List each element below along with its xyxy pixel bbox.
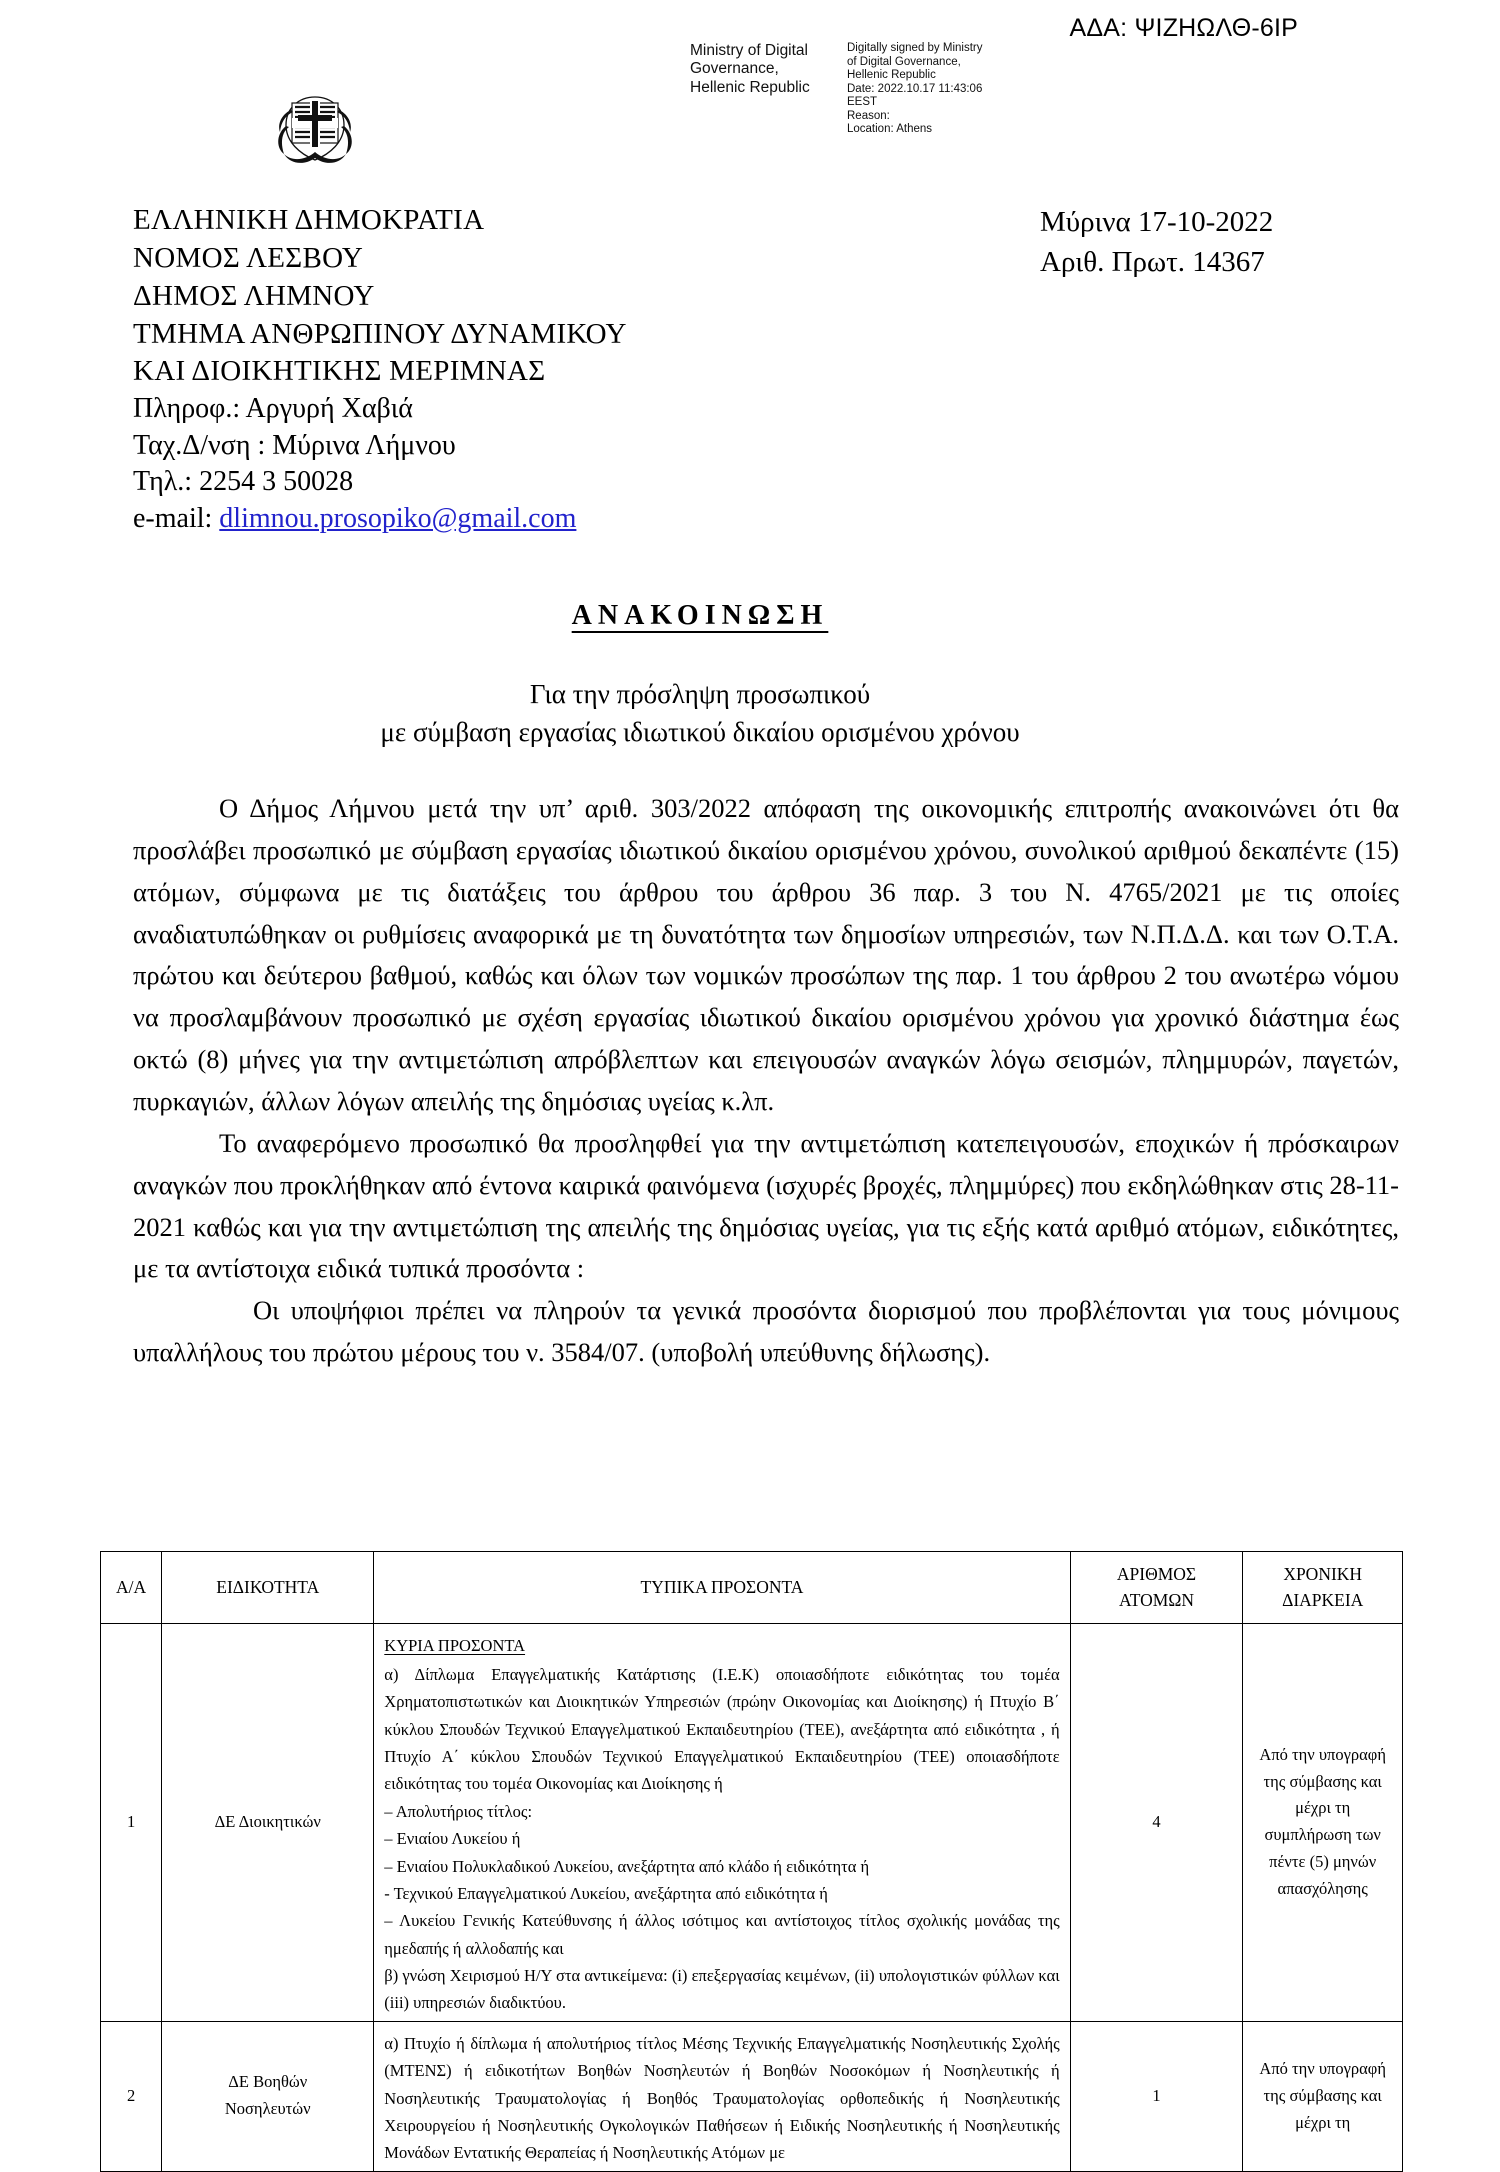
row-2-specialty-line-1: ΔΕ Βοηθών	[228, 2072, 308, 2092]
page-subtitle-line-2: με σύμβαση εργασίας ιδιωτικού δικαίου ορισμένου χρόνου	[380, 717, 1020, 748]
contact-info-address: Ταχ.Δ/νση : Μύρινα Λήμνου	[133, 429, 456, 461]
ada-code: ΑΔΑ: ΨΙΖΗΩΛΘ-6ΙΡ	[1069, 14, 1298, 42]
qualifications-table	[100, 1551, 1403, 2172]
row-1-qual-line-5: – Λυκείου Γενικής Κατεύθυνσης ή άλλος ισότιμος και αντίστοιχος τίτλος σχολικής μονάδας της ημεδαπής ή αλλοδαπής και	[384, 1911, 1060, 1958]
row-1-qual-heading: ΚΥΡΙΑ ΠΡΟΣΟΝΤΑ	[384, 1635, 526, 1655]
signature-detail-line-3: Hellenic Republic	[847, 69, 936, 82]
column-header-duration-line-2: ΔΙΑΡΚΕΙΑ	[1282, 1590, 1364, 1611]
body-paragraph-2: Το αναφερόμενο προσωπικό θα προσληφθεί για την αντιμετώπιση κατεπειγουσών, εποχικών ή πρόσκαιρων αναγκών που προκλήθηκαν από έντονα καιρικά φαινόμενα (ισχυρές βροχές, πλημμύρες) που εκδηλώθηκαν στις 28-11-2021 καθώς και για την αντιμετώπιση της απειλής της δημόσιας υγείας, για τις εξής κατά αριθμό ατόμων, ειδικότητες, με τα αντίστοιχα ειδικά τυπικά προσόντα :	[133, 1127, 1399, 1284]
letterhead-line-municipality: ΔΗΜΟΣ ΛΗΜΝΟΥ	[133, 279, 375, 312]
column-header-qualifications: ΤΥΠΙΚΑ ΠΡΟΣΟΝΤΑ	[374, 1552, 1070, 1624]
letterhead-line-department-2: ΚΑΙ ΔΙΟΙΚΗΤΙΚΗΣ ΜΕΡΙΜΝΑΣ	[133, 355, 546, 388]
signature-details	[847, 42, 1097, 137]
row-2-specialty	[162, 2021, 374, 2171]
email-label: e-mail:	[133, 502, 220, 534]
letterhead-line-department-1: ΤΜΗΜΑ ΑΝΘΡΩΠΙΝΟΥ ΔΥΝΑΜΙΚΟΥ	[133, 317, 627, 350]
page-subtitle	[0, 675, 1400, 752]
protocol-number: Αριθ. Πρωτ. 14367	[1040, 246, 1265, 279]
row-1-duration: Από την υπογραφή της σύμβασης και μέχρι τη συμπλήρωση των πέντε (5) μηνών απασχόλησης	[1243, 1623, 1403, 2021]
row-1-qual-line-3: – Ενιαίου Πολυκλαδικού Λυκείου, ανεξάρτητα από κλάδο ή ειδικότητα ή	[384, 1856, 870, 1876]
signature-detail-line-2: of Digital Governance,	[847, 55, 961, 68]
column-header-number-line-2: ΑΤΟΜΩΝ	[1119, 1590, 1194, 1611]
row-2-aa: 2	[101, 2021, 162, 2171]
table-row	[101, 1623, 1403, 2021]
signature-authority-line-1: Ministry of Digital	[690, 42, 808, 59]
table-header-row	[101, 1552, 1403, 1624]
signature-authority	[690, 42, 838, 97]
signature-detail-line-4: Date: 2022.10.17 11:43:06	[847, 82, 983, 95]
row-1-number: 4	[1070, 1623, 1243, 2021]
signature-detail-line-5: EEST	[847, 96, 878, 109]
column-header-specialty: ΕΙΔΙΚΟΤΗΤΑ	[162, 1552, 374, 1624]
table-row	[101, 2021, 1403, 2171]
page-title: ΑΝΑΚΟΙΝΩΣΗ	[571, 600, 829, 631]
letterhead	[133, 202, 627, 537]
signature-detail-line-1: Digitally signed by Ministry	[847, 42, 983, 54]
row-1-qual-line-1: – Απολυτήριος τίτλος:	[384, 1801, 533, 1821]
column-header-duration-line-1: ΧΡΟΝΙΚΗ	[1283, 1564, 1363, 1584]
page-subtitle-line-1: Για την πρόσληψη προσωπικού	[529, 679, 871, 709]
date-protocol-block	[1040, 202, 1273, 282]
row-2-number: 1	[1070, 2021, 1243, 2171]
letterhead-line-prefecture: ΝΟΜΟΣ ΛΕΣΒΟΥ	[133, 241, 364, 274]
row-1-qual-line-4: - Τεχνικού Επαγγελματικού Λυκείου, ανεξάρτητα από ειδικότητα ή	[384, 1883, 828, 1903]
row-2-qual-body: α) Πτυχίο ή δίπλωμα ή απολυτήριος τίτλος Μέσης Τεχνικής Επαγγελματικής Νοσηλευτικής Σχολής (ΜΤΕΝΣ) ή ειδικοτήτων Βοηθών Νοσηλευτών ή Βοηθών Νοσοκόμων ή Νοσηλευτικής ή Νοσηλευτικής Τραυματολογίας ή Βοηθός Τραυματολογίας ορθοπεδικής ή Νοσηλευτικής Χειρουργείου ή Νοσηλευτικής Ογκολογικών Παθήσεων ή Ειδικής Νοσηλευτικής ή Νοσηλευτικής Μονάδων Εντατικής Θεραπείας ή Νοσηλευτικής Ατόμων με	[384, 2033, 1060, 2163]
column-header-number	[1070, 1552, 1243, 1624]
body-paragraph-3: Οι υποψήφιοι πρέπει να πληρούν τα γενικά προσόντα διορισμού που προβλέπονται για τους μόνιμους υπαλλήλους του πρώτου μέρους του ν. 3584/07. (υποβολή υπεύθυνης δήλωσης).	[133, 1295, 1399, 1368]
row-1-qualifications	[374, 1623, 1070, 2021]
signature-authority-line-2: Governance,	[690, 60, 779, 78]
place-and-date: Μύρινα 17-10-2022	[1040, 206, 1274, 238]
contact-info-phone: Τηλ.: 2254 3 50028	[133, 466, 354, 498]
contact-info-officer: Πληροφ.: Αργυρή Χαβιά	[133, 393, 413, 425]
row-1-aa: 1	[101, 1623, 162, 2021]
row-1-qual-body: α) Δίπλωμα Επαγγελματικής Κατάρτισης (Ι.Ε.Κ) οποιασδήποτε ειδικότητας του τομέα Χρηματοπιστωτικών και Διοικητικών Υπηρεσιών (πρώην Οικονομίας και Διοίκησης) ή Πτυχίο Β΄ κύκλου Σπουδών Τεχνικού Επαγγελματικού Εκπαιδευτηρίου (ΤΕΕ), ανεξάρτητα από ειδικότητα , ή Πτυχίο Α΄ κύκλου Σπουδών Τεχνικού Επαγγελματικού Εκπαιδευτηρίου (ΤΕΕ) οποιασδήποτε ειδικότητας του τομέα Οικονομίας και Διοίκησης ή	[384, 1664, 1060, 1794]
document-body	[133, 788, 1399, 1374]
row-1-qual-line-2: – Ενιαίου Λυκείου ή	[384, 1829, 521, 1849]
row-2-specialty-line-2: Νοσηλευτών	[224, 2099, 311, 2119]
signature-detail-line-7: Location: Athens	[847, 123, 933, 136]
column-header-number-line-1: ΑΡΙΘΜΟΣ	[1116, 1564, 1197, 1584]
row-1-qual-tail: β) γνώση Χειρισμού Η/Υ στα αντικείμενα: (i) επεξεργασίας κειμένων, (ii) υπολογιστικών φύλλων και (iii) υπηρεσιών διαδικτύου.	[384, 1966, 1060, 2013]
column-header-aa: Α/Α	[101, 1552, 162, 1624]
body-paragraph-1: Ο Δήμος Λήμνου μετά την υπ’ αριθ. 303/2022 απόφαση της οικονομικής επιτροπής ανακοινώνει ότι θα προσλάβει προσωπικό με σύμβαση εργασίας ιδιωτικού δικαίου ορισμένου χρόνου, συνολικού αριθμού δεκαπέντε (15) ατόμων, σύμφωνα με τις διατάξεις του άρθρου του άρθρου 36 παρ. 3 του Ν. 4765/2021 με τις οποίες αναδιατυπώθηκαν οι ρυθμίσεις αναφορικά με τη δυνατότητα των δημοσίων υπηρεσιών, των Ν.Π.Δ.Δ. και των Ο.Τ.Α. πρώτου και δεύτερου βαθμού, καθώς και όλων των νομικών προσώπων της παρ. 1 του άρθρου 2 του ανωτέρω νόμου να προσλαμβάνουν προσωπικό με σχέση εργασίας ιδιωτικού δικαίου ορισμένου χρόνου για χρονικό διάστημα έως οκτώ (8) μήνες για την αντιμετώπιση απρόβλεπτων και επειγουσών αναγκών λόγω σεισμών, πλημμυρών, παγετών, πυρκαγιών, άλλων λόγων απειλής της δημόσιας υγείας κ.λπ.	[133, 793, 1399, 1117]
email-link[interactable]: dlimnou.prosopiko@gmail.com	[219, 502, 577, 534]
digital-signature-block	[690, 42, 1110, 137]
row-2-qualifications	[374, 2021, 1070, 2171]
signature-authority-line-3: Hellenic Republic	[690, 78, 810, 96]
letterhead-line-hellenic-republic: ΕΛΛΗΝΙΚΗ ΔΗΜΟΚΡΑΤΙΑ	[133, 204, 485, 236]
column-header-duration	[1243, 1552, 1403, 1624]
row-1-specialty: ΔΕ Διοικητικών	[162, 1623, 374, 2021]
signature-detail-line-6: Reason:	[847, 109, 890, 122]
row-2-duration: Από την υπογραφή της σύμβασης και μέχρι τη	[1243, 2021, 1403, 2171]
contact-info-email	[133, 501, 627, 538]
greek-national-emblem-icon	[262, 90, 368, 174]
